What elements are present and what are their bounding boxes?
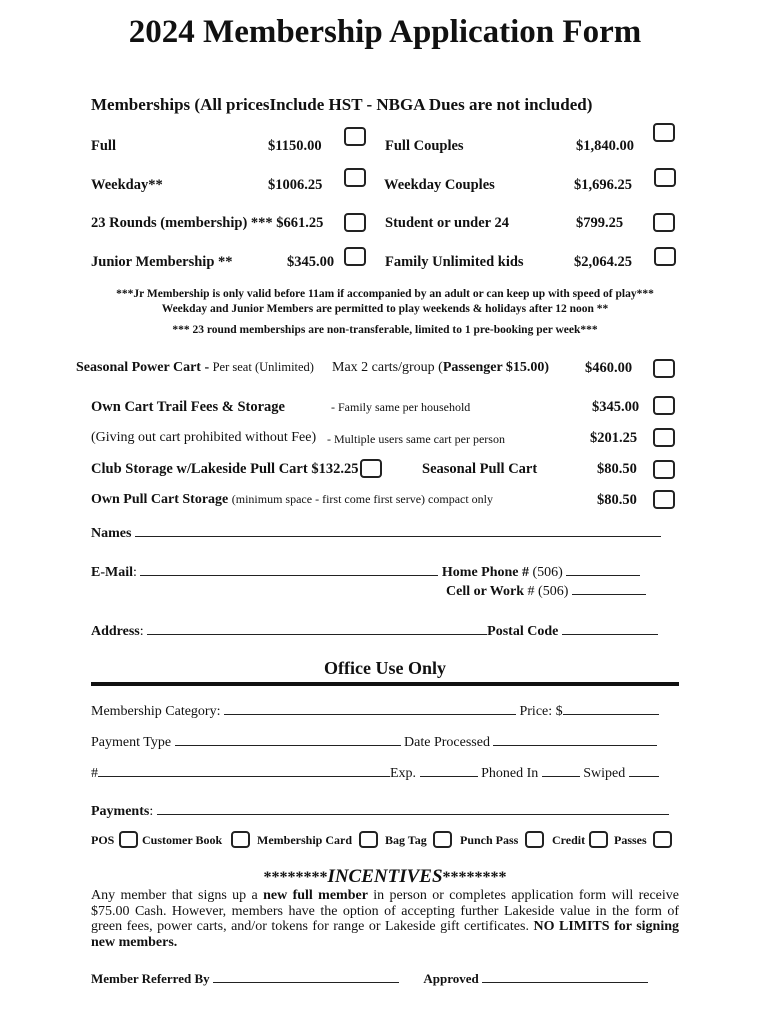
date-processed-label: Date Processed (404, 735, 490, 750)
approved-field[interactable] (482, 968, 648, 983)
referred-field[interactable] (213, 968, 399, 983)
incentives-p2-bold: NO LIMITS for signing new members. (91, 919, 680, 950)
incentives-p1-bold: new full member (263, 888, 368, 903)
footer-row (91, 968, 648, 987)
price-field[interactable] (563, 700, 659, 715)
postal-field[interactable] (562, 620, 658, 635)
rounds23-label: 23 Rounds (membership) *** $661.25 (91, 215, 324, 231)
cell-area-code: (506) (538, 584, 569, 599)
rounds23-checkbox[interactable] (344, 213, 366, 232)
cell-hash: # (527, 584, 535, 599)
email-row: E-Mail: Home Phone # (506) (91, 561, 640, 581)
junior-label: Junior Membership ** (91, 254, 233, 270)
own-pull-row (91, 492, 493, 508)
names-row (91, 522, 661, 542)
full-price: $1150.00 (268, 138, 322, 154)
giving-label: (Giving out cart prohibited without Fee) (91, 430, 317, 445)
own-cart-price: $345.00 (592, 399, 640, 415)
postal-label: Postal Code (487, 624, 559, 639)
student-price: $799.25 (576, 215, 624, 231)
giving-checkbox[interactable] (653, 428, 675, 447)
own-pull-note: (minimum space - first come first serve) compact only (231, 492, 494, 506)
power-cart-passenger: Passenger $15.00) (442, 360, 550, 375)
card-number-field[interactable] (98, 762, 390, 777)
pos-checkbox[interactable] (119, 831, 138, 848)
power-cart-checkbox[interactable] (653, 359, 675, 378)
payments-row: Payments: (91, 800, 669, 820)
family-label: Family Unlimited kids (385, 254, 524, 270)
cell-row (446, 580, 646, 600)
own-cart-label: Own Cart Trail Fees & Storage (91, 399, 285, 415)
full-couples-label: Full Couples (385, 138, 464, 154)
home-area-code: (506) (532, 565, 563, 580)
card-row (91, 762, 659, 782)
jr-note: ***Jr Membership is only valid before 11am if accompanied by an adult or can keep up with speed of play*** (116, 288, 654, 300)
office-title: Office Use Only (324, 658, 446, 678)
pos-label: POS (91, 833, 115, 847)
punch-pass-checkbox[interactable] (525, 831, 544, 848)
incentives-heading (0, 866, 770, 888)
home-phone-label: Home Phone # (441, 565, 529, 580)
membership-card-checkbox[interactable] (359, 831, 378, 848)
email-label: E-Mail (91, 565, 133, 580)
cell-phone-field[interactable] (572, 580, 646, 595)
passes-label: Passes (614, 833, 647, 847)
exp-field[interactable] (420, 762, 478, 777)
date-processed-field[interactable] (493, 731, 657, 746)
cell-phone-label: Cell or Work (446, 584, 525, 599)
phoned-in-field[interactable] (542, 762, 580, 777)
exp-label: Exp. (390, 766, 417, 781)
punch-pass-label: Punch Pass (460, 833, 519, 847)
names-field[interactable] (135, 522, 661, 537)
family-price: $2,064.25 (574, 254, 632, 270)
weekday-price: $1006.25 (268, 177, 323, 193)
incentives-p1: Any member that signs up a (91, 888, 264, 903)
family-checkbox[interactable] (654, 247, 676, 266)
customer-book-checkbox[interactable] (231, 831, 250, 848)
bag-tag-label: Bag Tag (385, 833, 427, 847)
weekday-label: Weekday** (91, 177, 163, 193)
own-cart-note: - Family same per household (331, 400, 471, 414)
weekday-note: Weekday and Junior Members are permitted to play weekends & holidays after 12 noon ** (161, 303, 609, 315)
power-cart-row (76, 360, 314, 376)
swiped-field[interactable] (629, 762, 659, 777)
weekday-couples-price: $1,696.25 (574, 177, 632, 193)
form-title: 2024 Membership Application Form (128, 14, 642, 50)
approved-label: Approved (423, 971, 479, 986)
power-cart-label: Seasonal Power Cart - (76, 360, 213, 375)
phoned-in-label: Phoned In (481, 766, 539, 781)
email-field[interactable] (140, 561, 438, 576)
category-label: Membership Category: (91, 704, 221, 719)
student-checkbox[interactable] (653, 213, 675, 232)
club-storage-label: Club Storage w/Lakeside Pull Cart $132.25 (91, 461, 359, 477)
full-label: Full (91, 138, 116, 154)
incentives-stars-right: ******** (442, 869, 507, 886)
weekday-couples-label: Weekday Couples (384, 177, 495, 193)
student-label: Student or under 24 (385, 215, 509, 231)
payments-label: Payments (91, 804, 150, 819)
bag-tag-checkbox[interactable] (433, 831, 452, 848)
payments-field[interactable] (157, 800, 669, 815)
payment-type-field[interactable] (175, 731, 401, 746)
memberships-header: Memberships (All pricesInclude HST - NBGA Dues are not included) (91, 95, 593, 114)
credit-label: Credit (552, 833, 586, 847)
incentives-p2: in person or completes application form will receive $75.00 Cash. However, members have the option of accepting further Lakeside value in the form of green fees, power carts, and/or tokens for range or Lakeside gift certificates. (91, 888, 679, 934)
incentives-paragraph (91, 888, 679, 950)
address-label: Address (91, 624, 140, 639)
incentives-title: INCENTIVES (327, 866, 443, 887)
seasonal-pull-price: $80.50 (597, 461, 637, 477)
full-couples-checkbox[interactable] (653, 123, 675, 142)
full-couples-price: $1,840.00 (576, 138, 634, 154)
swiped-label: Swiped (583, 766, 626, 781)
names-label: Names (91, 526, 132, 541)
own-pull-checkbox[interactable] (653, 490, 675, 509)
payment-type-row (91, 731, 657, 751)
giving-note: - Multiple users same cart per person (327, 432, 505, 446)
incentives-stars-left: ******** (263, 869, 328, 886)
category-field[interactable] (224, 700, 516, 715)
weekday-couples-checkbox[interactable] (654, 168, 676, 187)
weekday-checkbox[interactable] (344, 168, 366, 187)
giving-price: $201.25 (590, 430, 638, 446)
referred-label: Member Referred By (91, 971, 210, 986)
power-cart-max: Max 2 carts/group ( (332, 360, 443, 375)
address-row: Address: Postal Code (91, 620, 658, 640)
customer-book-label: Customer Book (142, 833, 223, 847)
power-cart-per-seat: Per seat (Unlimited) (212, 360, 314, 374)
membership-card-label: Membership Card (257, 833, 352, 847)
junior-checkbox[interactable] (344, 247, 366, 266)
address-field[interactable] (147, 620, 487, 635)
own-cart-checkbox[interactable] (653, 396, 675, 415)
office-divider (91, 682, 679, 686)
card-hash: # (91, 766, 98, 781)
own-pull-label: Own Pull Cart Storage (91, 492, 229, 507)
price-label: Price: $ (519, 704, 563, 719)
own-pull-price: $80.50 (597, 492, 637, 508)
home-phone-field[interactable] (566, 561, 640, 576)
seasonal-pull-checkbox[interactable] (653, 460, 675, 479)
full-checkbox[interactable] (344, 127, 366, 146)
club-storage-checkbox[interactable] (360, 459, 382, 478)
junior-price: $345.00 (287, 254, 335, 270)
credit-checkbox[interactable] (589, 831, 608, 848)
power-cart-max-row (332, 360, 549, 376)
passes-checkbox[interactable] (653, 831, 672, 848)
seasonal-pull-label: Seasonal Pull Cart (422, 461, 538, 477)
rounds-note: *** 23 round memberships are non-transferable, limited to 1 pre-booking per week*** (172, 324, 598, 336)
power-cart-price: $460.00 (585, 360, 633, 376)
payment-type-label: Payment Type (91, 735, 172, 750)
category-row (91, 700, 659, 720)
